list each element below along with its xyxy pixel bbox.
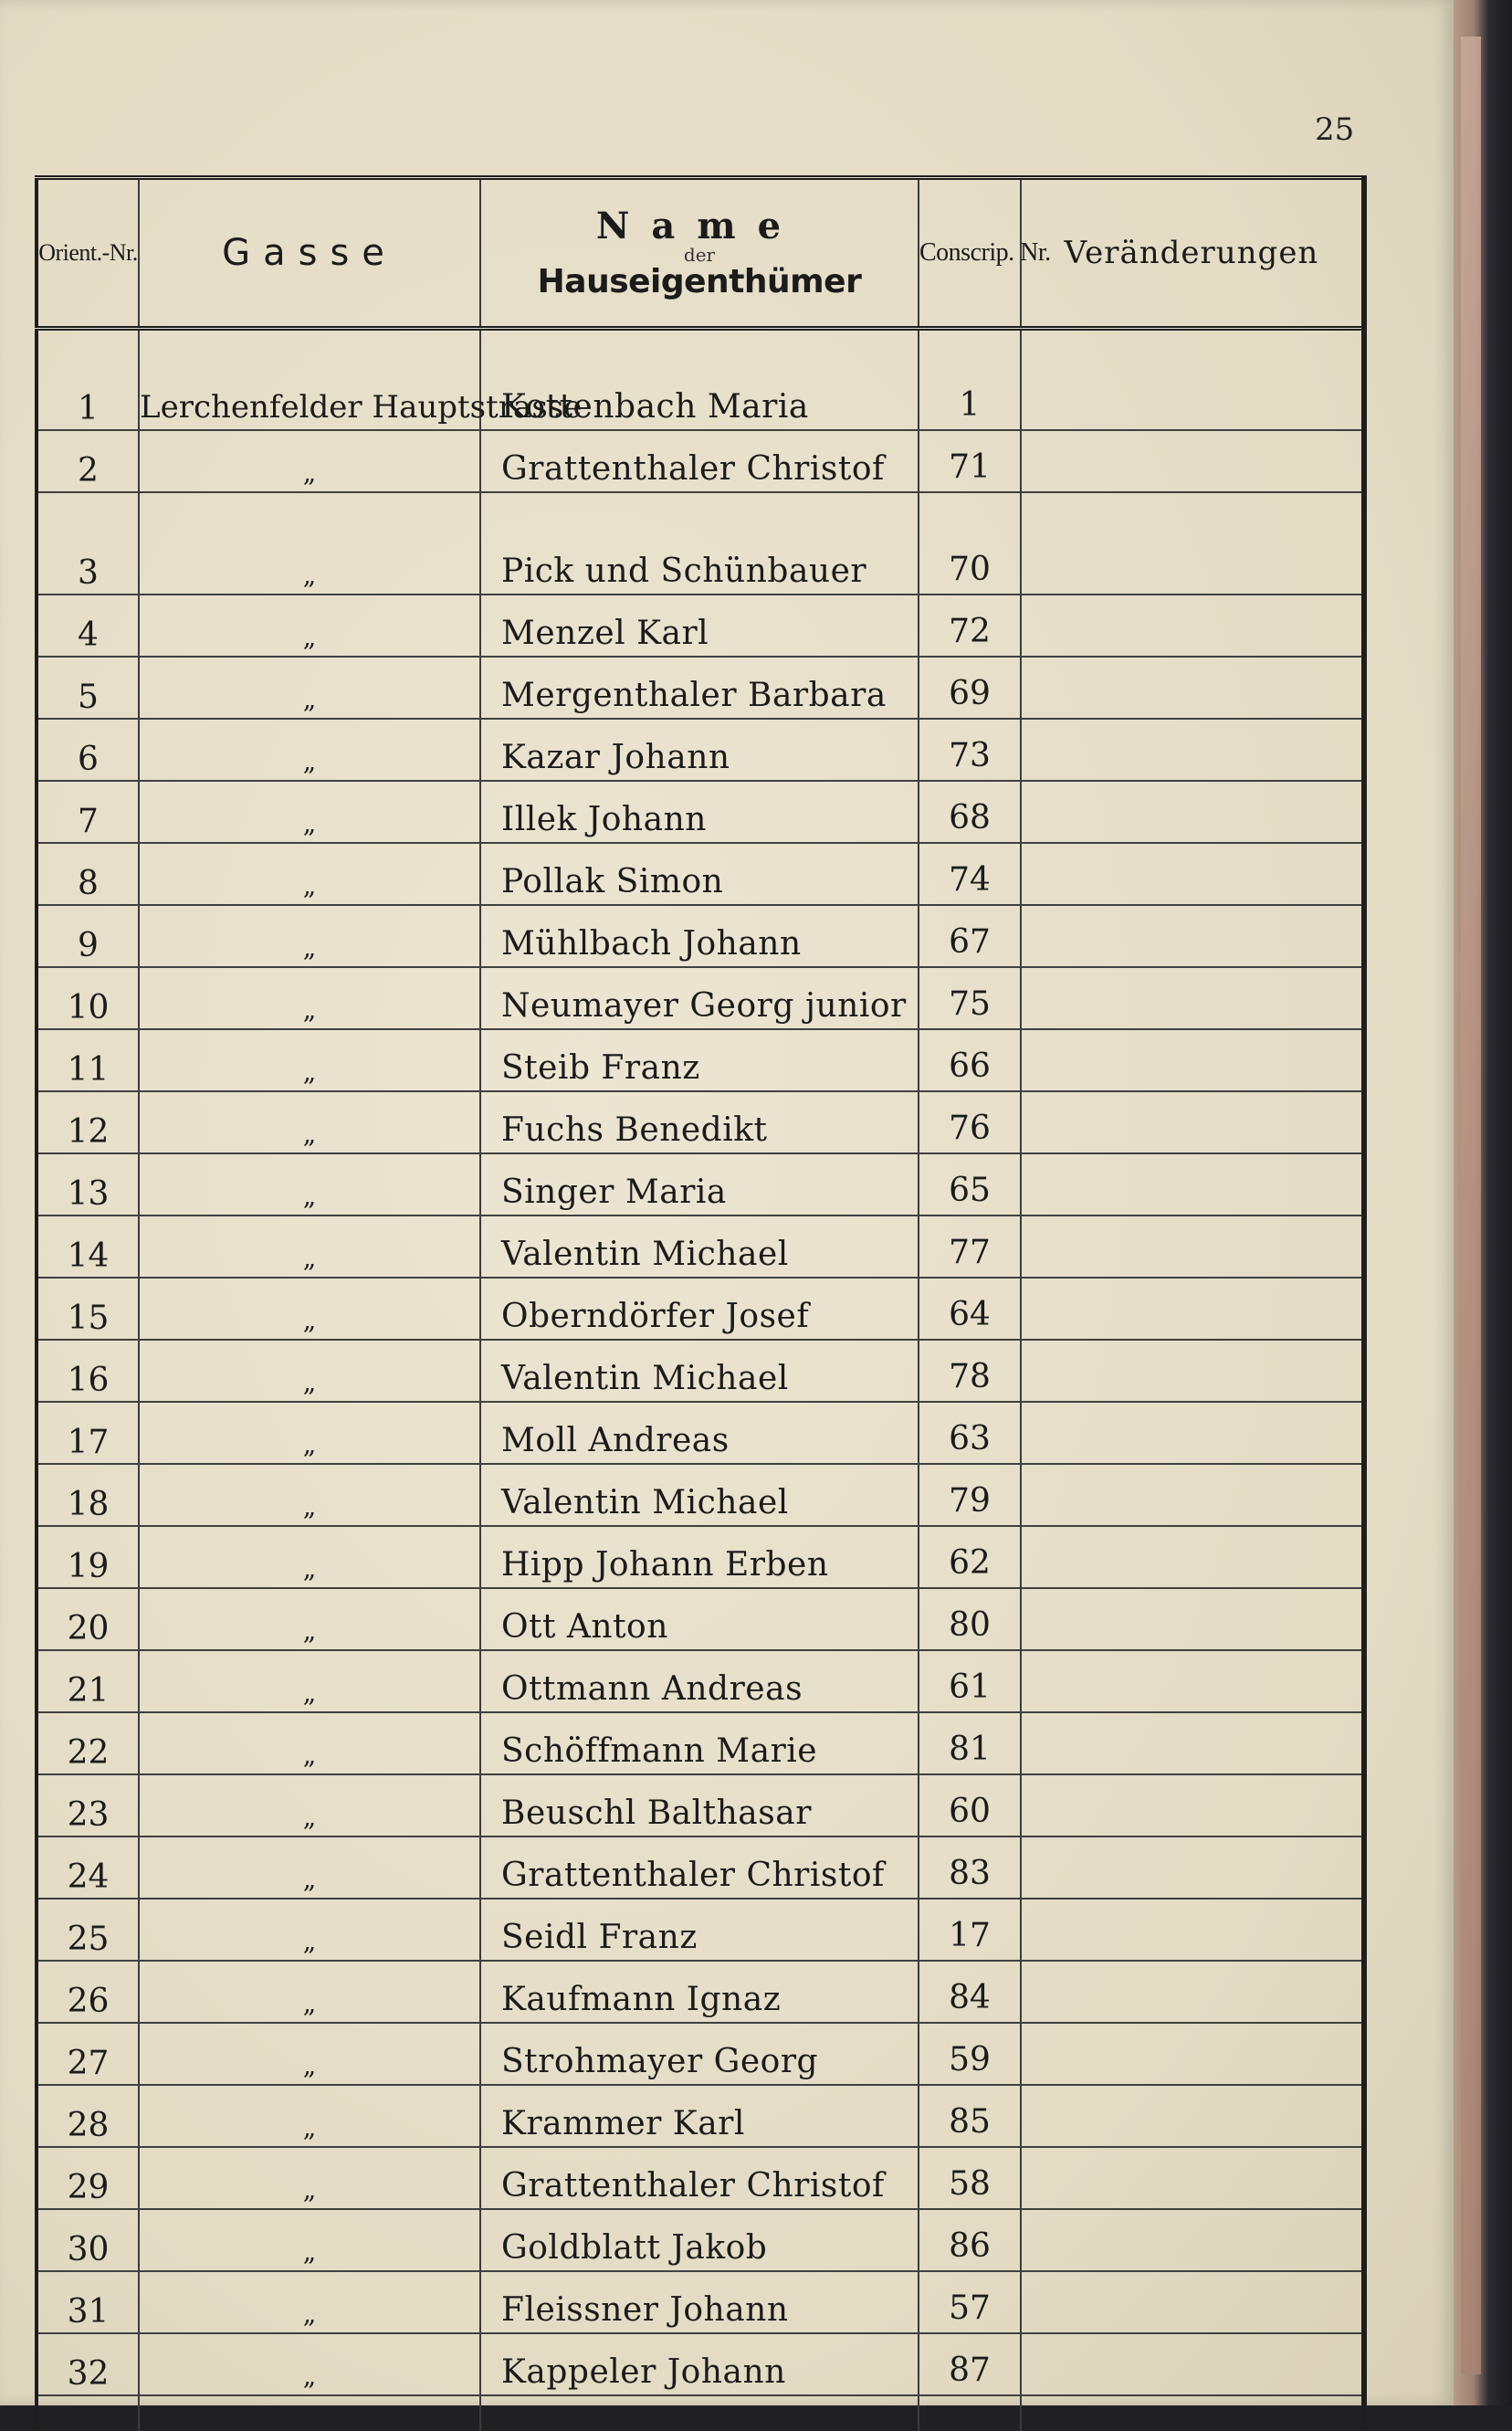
- table-row: [37, 719, 1364, 781]
- table-row: [37, 905, 1364, 967]
- header-orient-nr: Orient.-Nr.: [37, 178, 139, 329]
- gasse-cell: „: [139, 2333, 480, 2395]
- table-row: [37, 430, 1364, 492]
- orient-nr-cell: 16: [37, 1340, 139, 1402]
- owner-name-cell: Grattenthaler Christof: [480, 2147, 919, 2209]
- table-row: [37, 1961, 1364, 2023]
- orient-nr-cell: 14: [37, 1216, 139, 1278]
- orient-nr-cell: 30: [37, 2209, 139, 2271]
- conscrip-nr-cell: 68: [919, 781, 1021, 843]
- conscrip-nr-cell: 76: [919, 1091, 1021, 1153]
- conscrip-nr-cell: 83: [919, 1836, 1021, 1899]
- veraenderungen-cell: [1021, 1216, 1364, 1278]
- table-row: [37, 2271, 1364, 2333]
- veraenderungen-cell: [1021, 2209, 1364, 2271]
- owner-name-cell: Mergenthaler Barbara: [480, 657, 919, 719]
- owner-name-cell: Goldblatt Jakob: [480, 2209, 919, 2271]
- conscrip-nr-cell: 57: [919, 2271, 1021, 2333]
- gasse-cell: „: [139, 492, 480, 595]
- owner-name-cell: Seidl Franz: [480, 1899, 919, 1961]
- house-owner-ledger-table: [35, 175, 1367, 2431]
- owner-name-cell: Pick und Schünbauer: [480, 492, 919, 595]
- gasse-cell: „: [139, 1774, 480, 1836]
- gasse-cell: „: [139, 1278, 480, 1340]
- table-row: [37, 1712, 1364, 1774]
- conscrip-nr-cell: 78: [919, 1340, 1021, 1402]
- conscrip-nr-cell: 60: [919, 1774, 1021, 1836]
- orient-nr-cell: 15: [37, 1278, 139, 1340]
- owner-name-cell: Kazar Johann: [480, 719, 919, 781]
- orient-nr-cell: 27: [37, 2023, 139, 2085]
- veraenderungen-cell: [1021, 657, 1364, 719]
- conscrip-nr-cell: 81: [919, 1712, 1021, 1774]
- owner-name-cell: Singer Maria: [480, 1153, 919, 1216]
- owner-name-cell: Pollak Simon: [480, 843, 919, 905]
- owner-name-cell: Oberndörfer Josef: [480, 1278, 919, 1340]
- conscrip-nr-cell: 70: [919, 492, 1021, 595]
- veraenderungen-cell: [1021, 1899, 1364, 1961]
- orient-nr-cell: 1: [37, 329, 139, 431]
- owner-name-cell: Ott Anton: [480, 1588, 919, 1650]
- table-row: [37, 1402, 1364, 1464]
- veraenderungen-cell: [1021, 492, 1364, 595]
- veraenderungen-cell: [1021, 1650, 1364, 1712]
- gasse-cell: „: [139, 2147, 480, 2209]
- table-row: [37, 781, 1364, 843]
- orient-nr-cell: 12: [37, 1091, 139, 1153]
- table-row: [37, 2085, 1364, 2147]
- gasse-cell: „: [139, 1588, 480, 1650]
- veraenderungen-cell: [1021, 1340, 1364, 1402]
- conscrip-nr-cell: 72: [919, 595, 1021, 657]
- conscrip-nr-cell: 73: [919, 719, 1021, 781]
- veraenderungen-cell: [1021, 905, 1364, 967]
- veraenderungen-cell: [1021, 1029, 1364, 1091]
- gasse-cell: „: [139, 2209, 480, 2271]
- table-row: [37, 595, 1364, 657]
- orient-nr-cell: 6: [37, 719, 139, 781]
- conscrip-nr-cell: 74: [919, 843, 1021, 905]
- page-stack-edge: [1461, 37, 1481, 2374]
- veraenderungen-cell: [1021, 1278, 1364, 1340]
- table-row: [37, 2023, 1364, 2085]
- header-row: [37, 178, 1364, 329]
- orient-nr-cell: 4: [37, 595, 139, 657]
- orient-nr-cell: 23: [37, 1774, 139, 1836]
- orient-nr-cell: 17: [37, 1402, 139, 1464]
- orient-nr-cell: 29: [37, 2147, 139, 2209]
- table-row: [37, 1153, 1364, 1216]
- owner-name-cell: Moll Andreas: [480, 1402, 919, 1464]
- empty-trailing-row: [37, 2395, 1364, 2431]
- orient-nr-cell: 11: [37, 1029, 139, 1091]
- conscrip-nr-cell: 59: [919, 2023, 1021, 2085]
- orient-nr-cell: 3: [37, 492, 139, 595]
- veraenderungen-cell: [1021, 967, 1364, 1029]
- table-row: [37, 329, 1364, 431]
- gasse-cell: „: [139, 1836, 480, 1899]
- veraenderungen-cell: [1021, 1153, 1364, 1216]
- conscrip-nr-cell: 80: [919, 1588, 1021, 1650]
- table-row: [37, 1464, 1364, 1526]
- veraenderungen-cell: [1021, 2085, 1364, 2147]
- orient-nr-cell: 24: [37, 1836, 139, 1899]
- gasse-cell: „: [139, 967, 480, 1029]
- veraenderungen-cell: [1021, 1526, 1364, 1588]
- table-row: [37, 1029, 1364, 1091]
- veraenderungen-cell: [1021, 1402, 1364, 1464]
- conscrip-nr-cell: 71: [919, 430, 1021, 492]
- veraenderungen-cell: [1021, 2333, 1364, 2395]
- conscrip-nr-cell: 1: [919, 329, 1021, 431]
- empty-cell: [480, 2395, 919, 2431]
- gasse-cell: „: [139, 1650, 480, 1712]
- page-number: 25: [1315, 111, 1354, 148]
- owner-name-cell: Valentin Michael: [480, 1464, 919, 1526]
- table-row: [37, 1899, 1364, 1961]
- header-name-line1: Name: [481, 207, 918, 246]
- veraenderungen-cell: [1021, 1774, 1364, 1836]
- table-row: [37, 1836, 1364, 1899]
- table-row: [37, 1650, 1364, 1712]
- orient-nr-cell: 19: [37, 1526, 139, 1588]
- conscrip-nr-cell: 65: [919, 1153, 1021, 1216]
- veraenderungen-cell: [1021, 1588, 1364, 1650]
- orient-nr-cell: 21: [37, 1650, 139, 1712]
- gasse-cell: „: [139, 430, 480, 492]
- owner-name-cell: Schöffmann Marie: [480, 1712, 919, 1774]
- conscrip-nr-cell: 84: [919, 1961, 1021, 2023]
- gasse-cell: „: [139, 2085, 480, 2147]
- conscrip-nr-cell: 17: [919, 1899, 1021, 1961]
- owner-name-cell: Fuchs Benedikt: [480, 1091, 919, 1153]
- owner-name-cell: Strohmayer Georg: [480, 2023, 919, 2085]
- gasse-cell: Lerchenfelder Hauptstrasse: [139, 329, 480, 431]
- conscrip-nr-cell: 63: [919, 1402, 1021, 1464]
- gasse-cell: „: [139, 843, 480, 905]
- header-name-line2: der: [481, 246, 918, 265]
- gasse-cell: „: [139, 595, 480, 657]
- table-row: [37, 1588, 1364, 1650]
- table-row: [37, 1091, 1364, 1153]
- table-row: [37, 1216, 1364, 1278]
- conscrip-nr-cell: 66: [919, 1029, 1021, 1091]
- empty-cell: [919, 2395, 1021, 2431]
- orient-nr-cell: 18: [37, 1464, 139, 1526]
- gasse-cell: „: [139, 719, 480, 781]
- owner-name-cell: Steib Franz: [480, 1029, 919, 1091]
- gasse-cell: „: [139, 1961, 480, 2023]
- empty-cell: [139, 2395, 480, 2431]
- owner-name-cell: Ottmann Andreas: [480, 1650, 919, 1712]
- veraenderungen-cell: [1021, 329, 1364, 431]
- owner-name-cell: Menzel Karl: [480, 595, 919, 657]
- gasse-cell: „: [139, 1153, 480, 1216]
- gasse-cell: „: [139, 781, 480, 843]
- orient-nr-cell: 9: [37, 905, 139, 967]
- conscrip-nr-cell: 61: [919, 1650, 1021, 1712]
- orient-nr-cell: 25: [37, 1899, 139, 1961]
- orient-nr-cell: 22: [37, 1712, 139, 1774]
- owner-name-cell: Neumayer Georg junior: [480, 967, 919, 1029]
- veraenderungen-cell: [1021, 2023, 1364, 2085]
- gasse-cell: „: [139, 1216, 480, 1278]
- veraenderungen-cell: [1021, 1836, 1364, 1899]
- gasse-cell: „: [139, 2271, 480, 2333]
- gasse-cell: „: [139, 1029, 480, 1091]
- orient-nr-cell: 7: [37, 781, 139, 843]
- orient-nr-cell: 20: [37, 1588, 139, 1650]
- owner-name-cell: Kaufmann Ignaz: [480, 1961, 919, 2023]
- owner-name-cell: Grattenthaler Christof: [480, 430, 919, 492]
- gasse-cell: „: [139, 657, 480, 719]
- conscrip-nr-cell: 79: [919, 1464, 1021, 1526]
- veraenderungen-cell: [1021, 843, 1364, 905]
- table-row: [37, 657, 1364, 719]
- veraenderungen-cell: [1021, 2147, 1364, 2209]
- veraenderungen-cell: [1021, 1464, 1364, 1526]
- owner-name-cell: Grattenthaler Christof: [480, 1836, 919, 1899]
- owner-name-cell: Valentin Michael: [480, 1216, 919, 1278]
- gasse-cell: „: [139, 1091, 480, 1153]
- owner-name-cell: Valentin Michael: [480, 1340, 919, 1402]
- owner-name-cell: Hipp Johann Erben: [480, 1526, 919, 1588]
- header-conscrip-nr: Conscrip. Nr.: [919, 178, 1021, 329]
- orient-nr-cell: 2: [37, 430, 139, 492]
- header-veraenderungen: Veränderungen: [1021, 178, 1364, 329]
- ledger-body: [37, 329, 1364, 2431]
- conscrip-nr-cell: 86: [919, 2209, 1021, 2271]
- orient-nr-cell: 10: [37, 967, 139, 1029]
- conscrip-nr-cell: 67: [919, 905, 1021, 967]
- empty-cell: [1021, 2395, 1364, 2431]
- veraenderungen-cell: [1021, 1712, 1364, 1774]
- conscrip-nr-cell: 87: [919, 2333, 1021, 2395]
- gasse-cell: „: [139, 1712, 480, 1774]
- orient-nr-cell: 32: [37, 2333, 139, 2395]
- table-row: [37, 1774, 1364, 1836]
- orient-nr-cell: 26: [37, 1961, 139, 2023]
- table-row: [37, 492, 1364, 595]
- veraenderungen-cell: [1021, 2271, 1364, 2333]
- orient-nr-cell: 13: [37, 1153, 139, 1216]
- gasse-cell: „: [139, 1464, 480, 1526]
- owner-name-cell: Beuschl Balthasar: [480, 1774, 919, 1836]
- conscrip-nr-cell: 85: [919, 2085, 1021, 2147]
- gasse-cell: „: [139, 1340, 480, 1402]
- orient-nr-cell: 8: [37, 843, 139, 905]
- table-row: [37, 967, 1364, 1029]
- table-row: [37, 2147, 1364, 2209]
- header-gasse: Gasse: [139, 178, 480, 329]
- veraenderungen-cell: [1021, 430, 1364, 492]
- table-row: [37, 1278, 1364, 1340]
- veraenderungen-cell: [1021, 1961, 1364, 2023]
- conscrip-nr-cell: 77: [919, 1216, 1021, 1278]
- owner-name-cell: Kappeler Johann: [480, 2333, 919, 2395]
- conscrip-nr-cell: 58: [919, 2147, 1021, 2209]
- owner-name-cell: Krammer Karl: [480, 2085, 919, 2147]
- table-row: [37, 2333, 1364, 2395]
- gasse-cell: „: [139, 905, 480, 967]
- conscrip-nr-cell: 69: [919, 657, 1021, 719]
- owner-name-cell: Kottenbach Maria: [480, 329, 919, 431]
- conscrip-nr-cell: 75: [919, 967, 1021, 1029]
- table-row: [37, 1340, 1364, 1402]
- veraenderungen-cell: [1021, 595, 1364, 657]
- owner-name-cell: Mühlbach Johann: [480, 905, 919, 967]
- owner-name-cell: Fleissner Johann: [480, 2271, 919, 2333]
- conscrip-nr-cell: 64: [919, 1278, 1021, 1340]
- header-name: [480, 178, 919, 329]
- veraenderungen-cell: [1021, 719, 1364, 781]
- owner-name-cell: Illek Johann: [480, 781, 919, 843]
- conscrip-nr-cell: 62: [919, 1526, 1021, 1588]
- empty-cell: [37, 2395, 139, 2431]
- gasse-cell: „: [139, 2023, 480, 2085]
- gasse-cell: „: [139, 1899, 480, 1961]
- veraenderungen-cell: [1021, 1091, 1364, 1153]
- orient-nr-cell: 28: [37, 2085, 139, 2147]
- gasse-cell: „: [139, 1402, 480, 1464]
- gasse-cell: „: [139, 1526, 480, 1588]
- orient-nr-cell: 31: [37, 2271, 139, 2333]
- orient-nr-cell: 5: [37, 657, 139, 719]
- header-name-line3: Hauseigenthümer: [481, 265, 918, 300]
- veraenderungen-cell: [1021, 781, 1364, 843]
- table-row: [37, 2209, 1364, 2271]
- table-row: [37, 1526, 1364, 1588]
- table-row: [37, 843, 1364, 905]
